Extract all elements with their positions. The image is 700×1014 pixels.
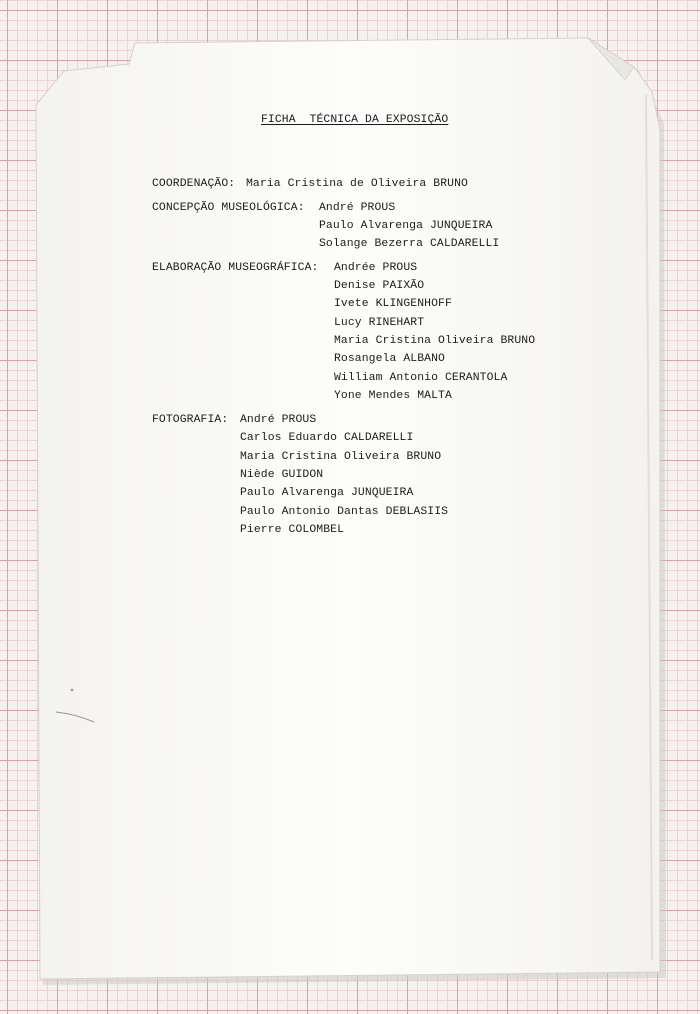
document-title: FICHA TÉCNICA DA EXPOSIÇÃO	[261, 114, 449, 126]
fotografia-name: Niède GUIDON	[240, 469, 324, 481]
concepcao-name: Paulo Alvarenga JUNQUEIRA	[319, 220, 493, 232]
elaboracao-name: Yone Mendes MALTA	[334, 390, 452, 402]
elaboracao-name: Rosangela ALBANO	[334, 353, 445, 365]
fotografia-name: Carlos Eduardo CALDARELLI	[240, 432, 414, 444]
elaboracao-name: Andrée PROUS	[334, 262, 418, 274]
elaboracao-name: Maria Cristina Oliveira BRUNO	[334, 335, 536, 347]
elaboracao-name: Lucy RINEHART	[334, 317, 425, 329]
concepcao-label: CONCEPÇÃO MUSEOLÓGICA:	[152, 202, 305, 214]
elaboracao-name: Denise PAIXÃO	[334, 280, 425, 292]
fotografia-name: Pierre COLOMBEL	[240, 524, 345, 536]
coordenacao-name: Maria Cristina de Oliveira BRUNO	[246, 178, 468, 190]
coordenacao-label: COORDENAÇÃO:	[152, 178, 236, 190]
fotografia-name: Paulo Alvarenga JUNQUEIRA	[240, 487, 414, 499]
concepcao-name: Solange Bezerra CALDARELLI	[319, 238, 500, 250]
concepcao-name: André PROUS	[319, 202, 396, 214]
elaboracao-label: ELABORAÇÃO MUSEOGRÁFICA:	[152, 262, 319, 274]
fotografia-name: André PROUS	[240, 414, 317, 426]
fotografia-label: FOTOGRAFIA:	[152, 414, 229, 426]
fotografia-name: Maria Cristina Oliveira BRUNO	[240, 451, 442, 463]
elaboracao-name: Ivete KLINGENHOFF	[334, 298, 452, 310]
fotografia-name: Paulo Antonio Dantas DEBLASIIS	[240, 506, 449, 518]
elaboracao-name: William Antonio CERANTOLA	[334, 372, 508, 384]
